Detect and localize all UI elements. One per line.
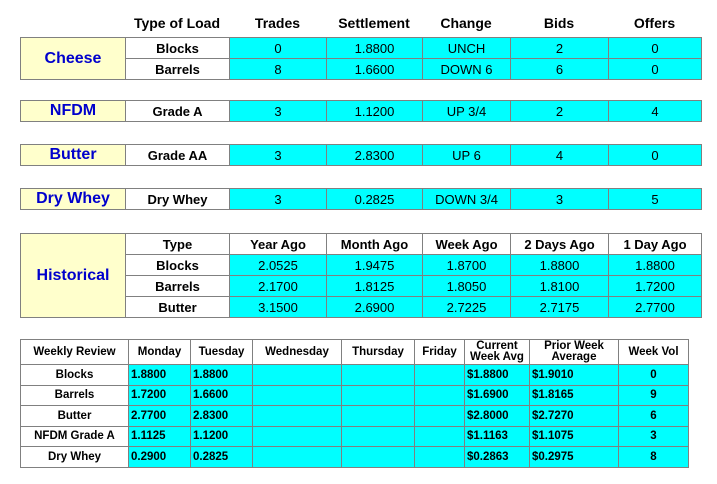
trades-cell: 3 [230, 101, 327, 122]
butter-label: Butter [21, 145, 126, 166]
weekly-value: $1.1075 [530, 426, 619, 447]
dry-whey-table [20, 188, 702, 210]
butter-table [20, 144, 702, 166]
bids-cell: 2 [511, 38, 609, 59]
table-row [21, 189, 702, 210]
weekly-product: Blocks [21, 365, 129, 386]
historical-type: Blocks [126, 255, 230, 276]
weekly-value [253, 365, 342, 386]
weekly-header: Week Vol [619, 340, 689, 365]
historical-value: 1.8800 [511, 255, 609, 276]
trades-cell: 3 [230, 145, 327, 166]
load-type: Grade AA [126, 145, 230, 166]
weekly-value [253, 385, 342, 406]
historical-table [20, 233, 702, 318]
change-cell: UP 3/4 [423, 101, 511, 122]
historical-type: Butter [126, 297, 230, 318]
change-cell: DOWN 6 [423, 59, 511, 80]
weekly-value: 2.8300 [191, 406, 253, 427]
weekly-value: $2.8000 [465, 406, 530, 427]
historical-value: 1.9475 [327, 255, 423, 276]
table-row [21, 385, 689, 406]
historical-header: Year Ago [230, 234, 327, 255]
weekly-value: 2.7700 [129, 406, 191, 427]
weekly-header: Current Week Avg [465, 340, 530, 365]
historical-value: 1.8125 [327, 276, 423, 297]
weekly-value [342, 426, 415, 447]
weekly-value [253, 447, 342, 468]
header-change: Change [440, 15, 492, 31]
historical-header: 1 Day Ago [609, 234, 702, 255]
bids-cell: 4 [511, 145, 609, 166]
weekly-product: NFDM Grade A [21, 426, 129, 447]
change-cell: DOWN 3/4 [423, 189, 511, 210]
historical-value: 1.7200 [609, 276, 702, 297]
change-cell: UNCH [423, 38, 511, 59]
table-row [21, 101, 702, 122]
dry-whey-label: Dry Whey [21, 189, 126, 210]
historical-header-row [21, 234, 702, 255]
weekly-value: $1.8800 [465, 365, 530, 386]
weekly-value [415, 406, 465, 427]
header-bids: Bids [543, 15, 575, 31]
settlement-cell: 1.1200 [327, 101, 423, 122]
offers-cell: 0 [609, 59, 702, 80]
historical-header: Week Ago [423, 234, 511, 255]
weekly-value: $0.2975 [530, 447, 619, 468]
offers-cell: 4 [609, 101, 702, 122]
weekly-vol: 8 [619, 447, 689, 468]
header-trades: Trades [254, 15, 301, 31]
load-type: Dry Whey [126, 189, 230, 210]
bids-cell: 3 [511, 189, 609, 210]
weekly-value [342, 447, 415, 468]
cheese-label: Cheese [21, 38, 126, 80]
bids-cell: 2 [511, 101, 609, 122]
load-type: Barrels [126, 59, 230, 80]
weekly-header-row [21, 340, 689, 365]
historical-value: 1.8100 [511, 276, 609, 297]
weekly-value: 0.2825 [191, 447, 253, 468]
bids-cell: 6 [511, 59, 609, 80]
nfdm-table [20, 100, 702, 122]
weekly-value [342, 406, 415, 427]
nfdm-label: NFDM [21, 101, 126, 122]
weekly-value: $1.8165 [530, 385, 619, 406]
weekly-review-table [20, 339, 689, 468]
header-offers: Offers [633, 15, 676, 31]
weekly-vol: 6 [619, 406, 689, 427]
weekly-value [415, 426, 465, 447]
historical-value: 3.1500 [230, 297, 327, 318]
weekly-value: $2.7270 [530, 406, 619, 427]
weekly-product: Butter [21, 406, 129, 427]
trades-cell: 8 [230, 59, 327, 80]
table-row [21, 426, 689, 447]
weekly-product: Dry Whey [21, 447, 129, 468]
weekly-header: Prior Week Average [530, 340, 619, 365]
historical-value: 2.6900 [327, 297, 423, 318]
historical-header: Type [126, 234, 230, 255]
weekly-value [253, 406, 342, 427]
offers-cell: 5 [609, 189, 702, 210]
settlement-cell: 1.8800 [327, 38, 423, 59]
change-cell: UP 6 [423, 145, 511, 166]
settlement-cell: 2.8300 [327, 145, 423, 166]
historical-value: 2.0525 [230, 255, 327, 276]
settlement-cell: 0.2825 [327, 189, 423, 210]
weekly-value: 1.8800 [129, 365, 191, 386]
weekly-value: $1.9010 [530, 365, 619, 386]
weekly-header: Monday [129, 340, 191, 365]
weekly-value: 1.7200 [129, 385, 191, 406]
historical-value: 2.1700 [230, 276, 327, 297]
trades-cell: 3 [230, 189, 327, 210]
historical-type: Barrels [126, 276, 230, 297]
weekly-header: Thursday [342, 340, 415, 365]
weekly-header: Tuesday [191, 340, 253, 365]
table-row [21, 447, 689, 468]
offers-cell: 0 [609, 145, 702, 166]
weekly-value: $1.1163 [465, 426, 530, 447]
weekly-vol: 9 [619, 385, 689, 406]
load-type: Blocks [126, 38, 230, 59]
weekly-value [253, 426, 342, 447]
weekly-value: $0.2863 [465, 447, 530, 468]
historical-value: 1.8700 [423, 255, 511, 276]
weekly-value [342, 365, 415, 386]
trades-cell: 0 [230, 38, 327, 59]
weekly-value: $1.6900 [465, 385, 530, 406]
weekly-value: 0.2900 [129, 447, 191, 468]
weekly-header: Weekly Review [21, 340, 129, 365]
header-type-of-load: Type of Load [133, 15, 221, 31]
settlement-cell: 1.6600 [327, 59, 423, 80]
weekly-value [415, 385, 465, 406]
weekly-value: 1.6600 [191, 385, 253, 406]
table-row [21, 38, 702, 59]
weekly-value: 1.1125 [129, 426, 191, 447]
weekly-header: Wednesday [253, 340, 342, 365]
weekly-vol: 0 [619, 365, 689, 386]
weekly-product: Barrels [21, 385, 129, 406]
weekly-vol: 3 [619, 426, 689, 447]
table-row [21, 365, 689, 386]
historical-label: Historical [21, 234, 126, 318]
table-row [21, 145, 702, 166]
load-type: Grade A [126, 101, 230, 122]
weekly-value: 1.1200 [191, 426, 253, 447]
weekly-value: 1.8800 [191, 365, 253, 386]
historical-header: 2 Days Ago [511, 234, 609, 255]
historical-value: 2.7700 [609, 297, 702, 318]
weekly-header: Friday [415, 340, 465, 365]
historical-value: 2.7175 [511, 297, 609, 318]
weekly-value [415, 365, 465, 386]
table-row [21, 406, 689, 427]
header-settlement: Settlement [338, 15, 410, 31]
historical-value: 2.7225 [423, 297, 511, 318]
weekly-value [415, 447, 465, 468]
historical-value: 1.8050 [423, 276, 511, 297]
weekly-value [342, 385, 415, 406]
historical-header: Month Ago [327, 234, 423, 255]
offers-cell: 0 [609, 38, 702, 59]
cheese-table [20, 37, 702, 80]
historical-value: 1.8800 [609, 255, 702, 276]
